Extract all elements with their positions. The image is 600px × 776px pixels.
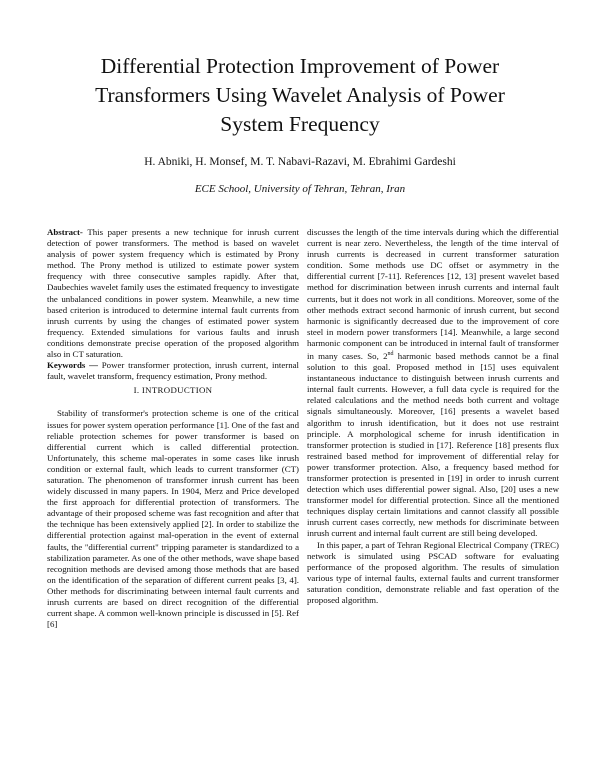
abstract (47, 227, 299, 360)
abstract-label: Abstract- (47, 227, 83, 237)
keywords-text: Power transformer protection, inrush current, internal fault, wavelet transform, frequency estimation, Prony method. (47, 360, 300, 382)
superscript-nd: nd (387, 351, 394, 358)
title-line-2: Transformers Using Wavelet Analysis of Power (95, 83, 505, 107)
authors: H. Abniki, H. Monsef, M. T. Nabavi-Razavi, M. Ebrahimi Gardeshi (144, 156, 456, 168)
abstract-text: This paper presents a new technique for inrush current detection of power transformers. The method is based on wavelet analysis of power system frequency which is estimated by Prony method. The Prony method is utilized to estimate power system frequency with three consecutive samples rapidly. After that, Daubechies wavelet family uses the estimated frequency to investigate the unbalanced conditions in power system. Meanwhile, a new time based criterion is introduced to determine internal fault currents from inrush currents by using the changes of estimated power system frequency. Extended simulations for various faults and inrush conditions demonstrate precise operation of the proposed algorithm also in CT saturation. (47, 227, 299, 360)
paper-title (40, 52, 560, 139)
intro-paragraph-2b: harmonic based methods cannot be a final solution to this goal. Proposed method in [15] uses equivalent instantaneous inductance to distinguish between inrush currents and internal fault currents. However, a full data cycle is required for the related calculations and the method needs both current and voltage signals simultaneously. Moreover, [16] presents a wavelet based algorithm to inrush identification, but it does not use restraint principle. A morphological scheme for inrush identification in transformer protection is studied in [17]. Reference [18] presents flux restrained based method for improvement of differential relay for power transformer protection. Also, a frequency based method for transformer protection is presented in [19] in order to inrush current detection which uses differential power signal. Also, [20] uses a new transformer model for differential protection. Since all the mentioned techniques display certain limitations and cannot classify all possible inrush current cases correctly, new methods for discriminate between inrush current and internal fault current are still being developed. (307, 350, 560, 539)
section-heading-introduction: I. INTRODUCTION (133, 385, 213, 396)
intro-paragraph-1: Stability of transformer's protection scheme is one of the critical issues for power system operation performance [1]. One of the fast and reliable protection schemes for power transformer is based on differential current which is called differential protection. Unfortunately, this scheme mal-operates in some cases like inrush condition or external fault, which leads to current transformer (CT) saturation. The phenomenon of transformer inrush current has been widely discussed in many papers. In 1904, Merz and Price developed the first approach for differential protection of transformers. The advantage of their proposed scheme was fast recognition and after that the technique has been extensively applied [2]. In order to stabilize the differential protection against mal-operation in the event of external faults, the "differential current" tripping parameter is standardized to a stabilization parameter. As one of the other methods, wave shape based recognition methods are devised among those methods that are based on the identification of the separation of different current peaks [3, 4]. Other methods for discriminating between internal fault currents and inrush currents are based on direct recognition of the differential current shape. A common well-known principle is discussed in [5]. Ref [6] (47, 408, 299, 630)
right-column (307, 227, 559, 606)
intro-paragraph-3: In this paper, a part of Tehran Regional Electrical Company (TREC) network is simulated using PSCAD software for evaluating performance of the proposed algorithm. The results of simulation various type of internal faults, external faults and current transformer saturation condition, demonstrate reliable and fast operation of the proposed algorithm. (307, 539, 559, 606)
intro-paragraph-2 (307, 227, 559, 540)
keywords (47, 360, 299, 382)
intro-paragraph-2a: discusses the length of the time intervals during which the differential current is near zero. Nevertheless, the length of the time interval of inrush currents is decreased in current transformer saturation condition. Some methods use DC offset or asymmetry in the differential current [7-11]. References [12, 13] present wavelet based method for discrimination between inrush currents and internal fault currents, but it does not work in all conditions. Moreover, some of the other methods extract second harmonic of inrush current, but second harmonic is significantly decreased due to the improvement of core steel in modern power transformers [14]. Meanwhile, a large second harmonic component can be introduced in internal fault of transformer in many cases. So, 2 (307, 227, 559, 361)
title-line-1: Differential Protection Improvement of Power (100, 54, 500, 78)
affiliation: ECE School, University of Tehran, Tehran, Iran (194, 183, 406, 195)
keywords-label: Keywords — (47, 360, 98, 371)
title-line-3: System Frequency (220, 112, 380, 136)
left-column (47, 227, 299, 630)
